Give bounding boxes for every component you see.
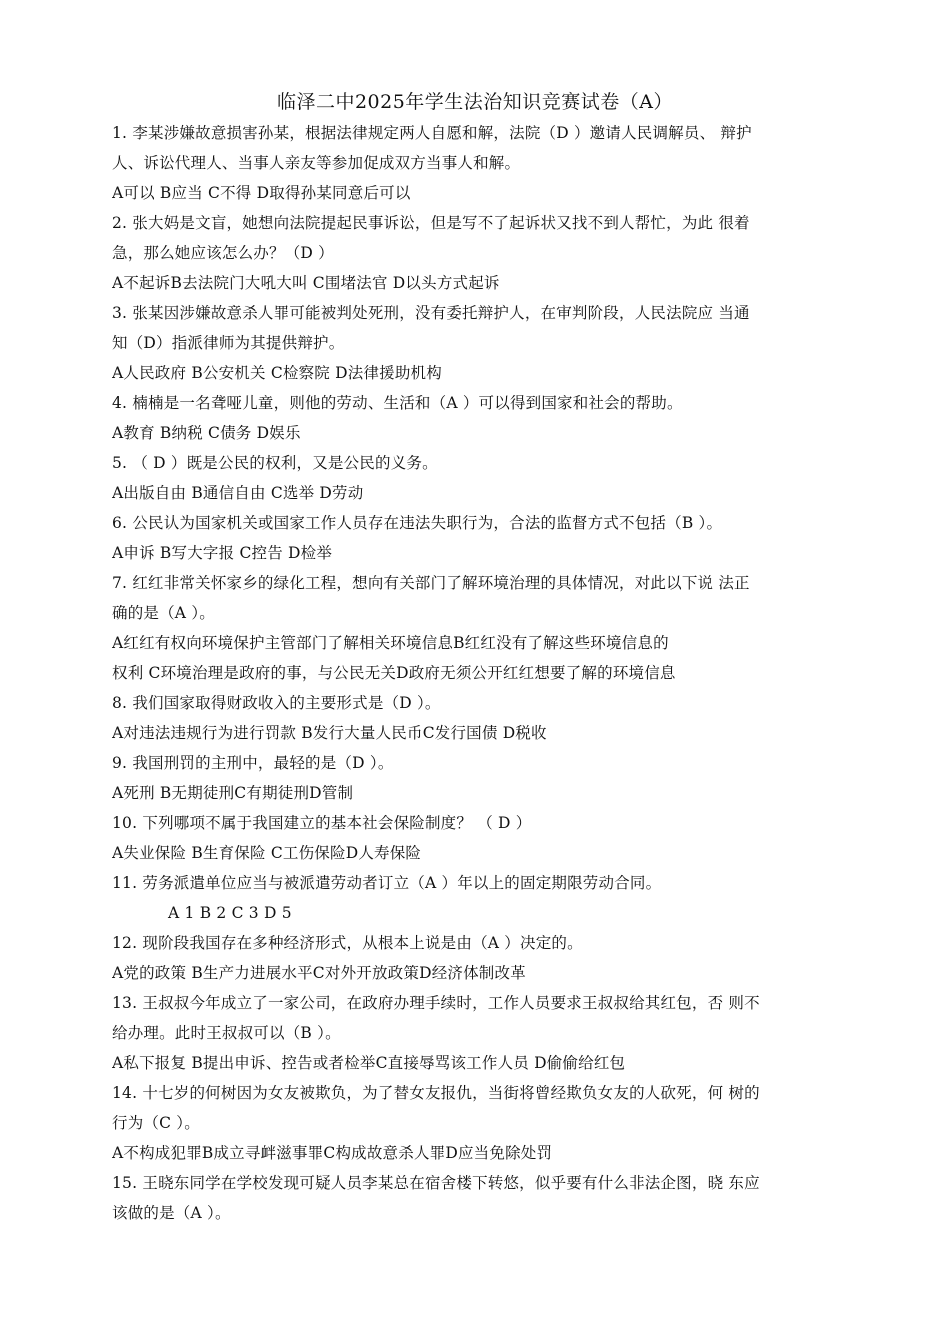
text-line: 确的是（A ）。 <box>112 604 215 622</box>
text-line: 人、诉讼代理人、当事人亲友等参加促成双方当事人和解。 <box>112 154 521 172</box>
text-line: 该做的是（A ）。 <box>112 1204 231 1222</box>
text-line: 14. 十七岁的何树因为女友被欺负，为了替女友报仇，当街将曾经欺负女友的人砍死，何 树的 <box>112 1084 760 1102</box>
answer-options: 权利 C环境治理是政府的事，与公民无关D政府无须公开红红想要了解的环境信息 <box>112 664 676 682</box>
text-line: 知（D）指派律师为其提供辩护。 <box>112 334 345 352</box>
text-line: 4. 楠楠是一名聋哑儿童，则他的劳动、生活和（A ）可以得到国家和社会的帮助。 <box>112 394 683 412</box>
text-line: 10. 下列哪项不属于我国建立的基本社会保险制度？ （ D ） <box>112 814 532 832</box>
text-line: 8. 我们国家取得财政收入的主要形式是（D ）。 <box>112 694 441 712</box>
text-line: 1. 李某涉嫌故意损害孙某，根据法律规定两人自愿和解，法院（D ）邀请人民调解员、 辩护 <box>112 124 752 142</box>
answer-options: A私下报复 B提出申诉、控告或者检举C直接辱骂该工作人员 D偷偷给红包 <box>112 1054 626 1072</box>
text-line: 12. 现阶段我国存在多种经济形式，从根本上说是由（A ）决定的。 <box>112 934 583 952</box>
answer-options: A党的政策 B生产力进展水平C对外开放政策D经济体制改革 <box>112 964 526 982</box>
answer-options: A 1 B 2 C 3 D 5 <box>168 904 292 922</box>
text-line: 9. 我国刑罚的主刑中，最轻的是（D ）。 <box>112 754 394 772</box>
question-list <box>112 118 860 1228</box>
answer-options: A不起诉B去法院门大吼大叫 C围堵法官 D以头方式起诉 <box>112 274 500 292</box>
answer-options: A死刑 B无期徒刑C有期徒刑D管制 <box>112 784 354 802</box>
answer-options: A红红有权向环境保护主管部门了解相关环境信息B红红没有了解这些环境信息的 <box>112 634 669 652</box>
text-line: 13. 王叔叔今年成立了一家公司，在政府办理手续时，工作人员要求王叔叔给其红包，否 则不 <box>112 994 760 1012</box>
text-line: 7. 红红非常关怀家乡的绿化工程，想向有关部门了解环境治理的具体情况，对此以下说 法正 <box>112 574 750 592</box>
text-line: 15. 王晓东同学在学校发现可疑人员李某总在宿舍楼下转悠，似乎要有什么非法企图，晓 东应 <box>112 1174 760 1192</box>
answer-options: A出版自由 B通信自由 C选举 D劳动 <box>112 484 364 502</box>
answer-options: A可以 B应当 C不得 D取得孙某同意后可以 <box>112 184 411 202</box>
answer-options: A人民政府 B公安机关 C检察院 D法律援助机构 <box>112 364 442 382</box>
text-line: 5. （ D ）既是公民的权利，又是公民的义务。 <box>112 454 438 472</box>
text-line: 行为（C ）。 <box>112 1114 200 1132</box>
answer-options: A不构成犯罪B成立寻衅滋事罪C构成故意杀人罪D应当免除处罚 <box>112 1144 553 1162</box>
text-line: 急，那么她应该怎么办？（D ） <box>112 244 334 262</box>
exam-title: 临泽二中2025年学生法治知识竞赛试卷（A） <box>276 91 674 113</box>
text-line: 给办理。此时王叔叔可以（B ）。 <box>112 1024 341 1042</box>
answer-options: A对违法违规行为进行罚款 B发行大量人民币C发行国债 D税收 <box>112 724 547 742</box>
text-line: 6. 公民认为国家机关或国家工作人员存在违法失职行为，合法的监督方式不包括（B ）。 <box>112 514 723 532</box>
text-line: 3. 张某因涉嫌故意杀人罪可能被判处死刑，没有委托辩护人，在审判阶段，人民法院应 当通 <box>112 304 750 322</box>
answer-options: A申诉 B写大字报 C控告 D检举 <box>112 544 333 562</box>
text-line: 2. 张大妈是文盲，她想向法院提起民事诉讼，但是写不了起诉状又找不到人帮忙，为此 很着 <box>112 214 750 232</box>
answer-options: A教育 B纳税 C债务 D娱乐 <box>112 424 301 442</box>
answer-options: A失业保险 B生育保险 C工伤保险D人寿保险 <box>112 844 422 862</box>
text-line: 11. 劳务派遣单位应当与被派遣劳动者订立（A ）年以上的固定期限劳动合同。 <box>112 874 662 892</box>
